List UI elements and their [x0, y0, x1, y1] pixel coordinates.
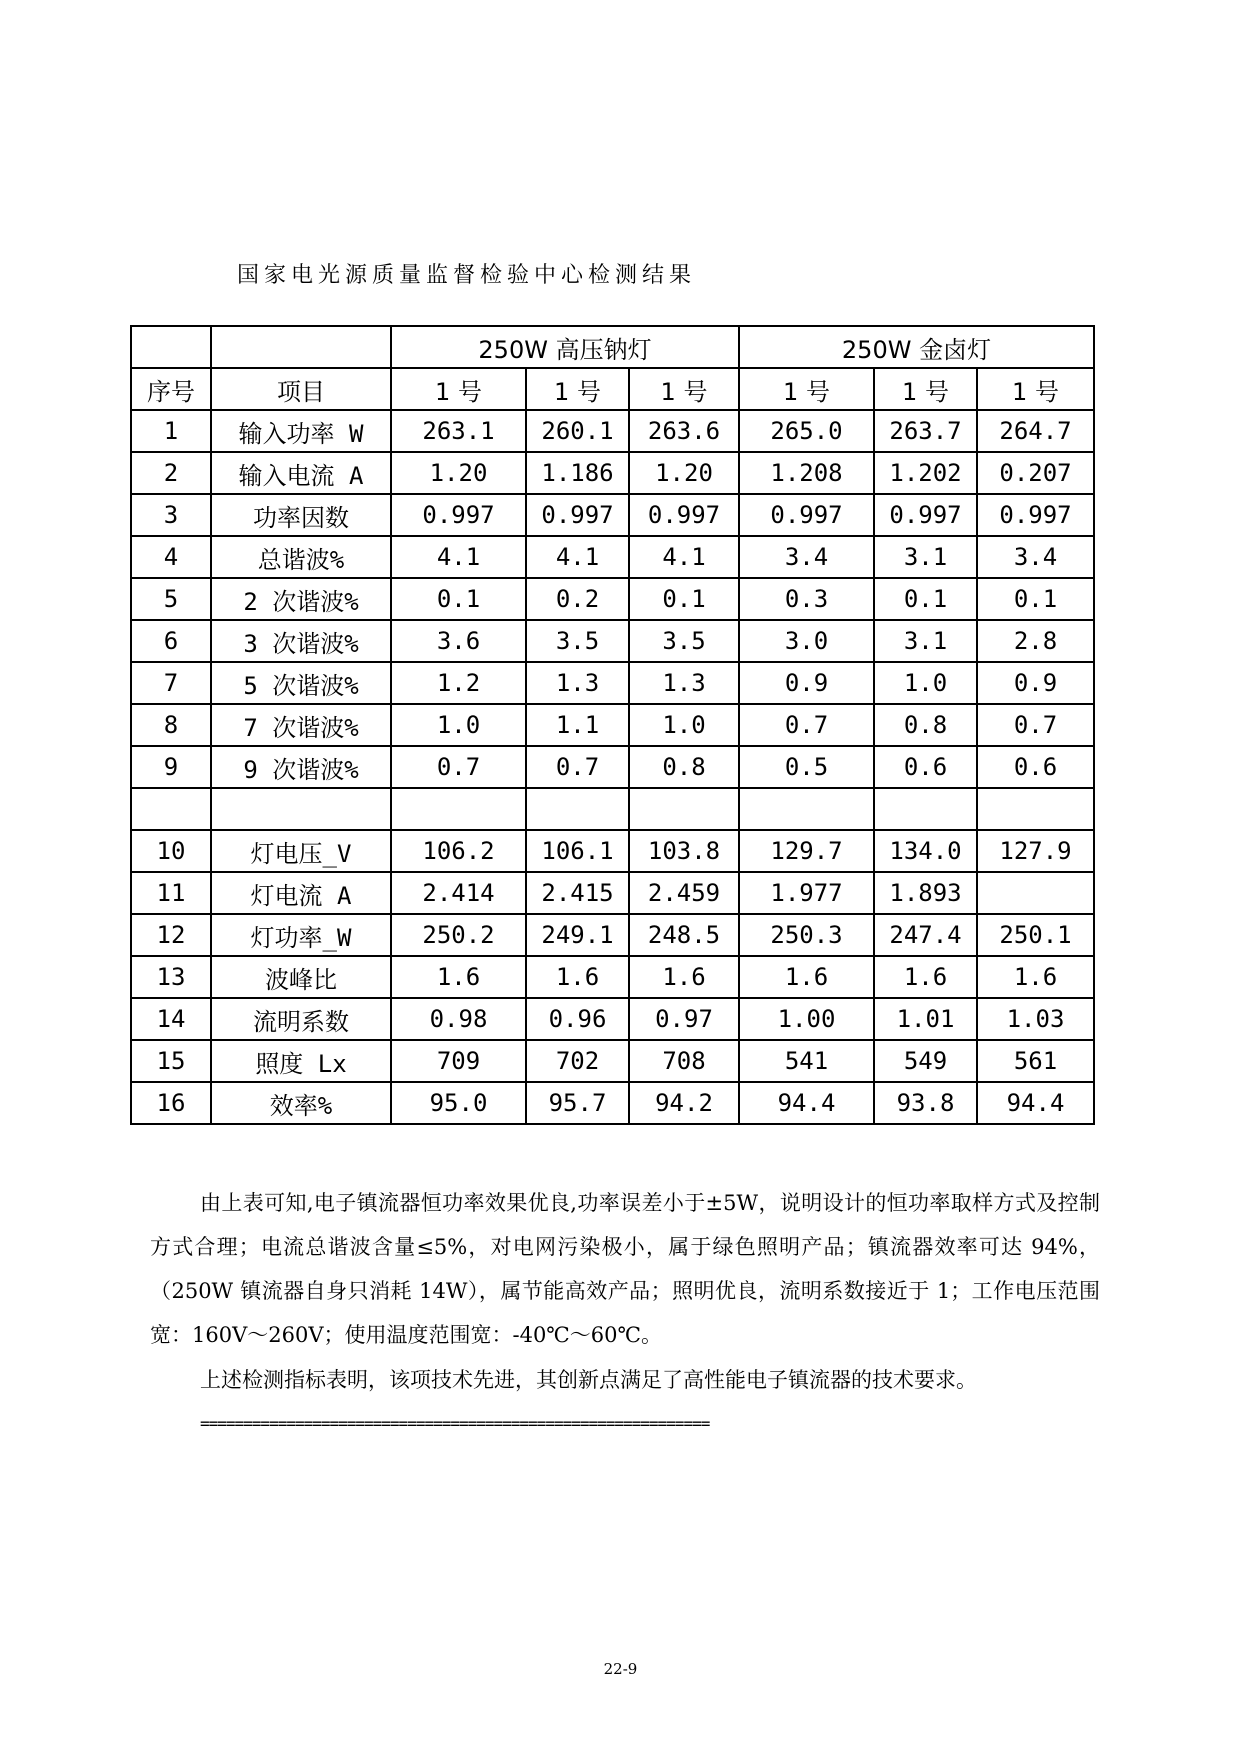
table-row	[131, 620, 1094, 662]
table-row	[131, 536, 1094, 578]
table-cell: 10	[131, 830, 211, 872]
table-row	[131, 998, 1094, 1040]
group-header-row	[131, 326, 1094, 368]
table-cell: 1.0	[391, 704, 526, 746]
table-cell: 0.7	[739, 704, 874, 746]
table-cell: 0.997	[629, 494, 739, 536]
column-header-row	[131, 368, 1094, 410]
table-row	[131, 872, 1094, 914]
table-cell: 4.1	[629, 536, 739, 578]
table-cell: 0.997	[739, 494, 874, 536]
table-cell: 1.202	[874, 452, 977, 494]
table-cell: 16	[131, 1082, 211, 1124]
table-cell: 134.0	[874, 830, 977, 872]
table-cell: 9	[131, 746, 211, 788]
table-cell: 0.3	[739, 578, 874, 620]
table-cell: 0.1	[391, 578, 526, 620]
table-cell: 0.6	[874, 746, 977, 788]
table-cell: 5	[131, 578, 211, 620]
table-cell: 2.8	[977, 620, 1094, 662]
table-cell: 106.1	[526, 830, 629, 872]
table-cell: 1.977	[739, 872, 874, 914]
column-header: 序号	[131, 368, 211, 410]
table-cell: 0.1	[629, 578, 739, 620]
table-cell	[977, 788, 1094, 830]
table-cell: 0.997	[874, 494, 977, 536]
table-cell: 12	[131, 914, 211, 956]
column-header: 1 号	[977, 368, 1094, 410]
table-cell: 0.7	[526, 746, 629, 788]
table-cell: 2.459	[629, 872, 739, 914]
table-cell: 2	[131, 452, 211, 494]
table-cell: 0.7	[391, 746, 526, 788]
column-header: 1 号	[874, 368, 977, 410]
table-cell	[977, 872, 1094, 914]
table-cell: 1.6	[391, 956, 526, 998]
table-row	[131, 410, 1094, 452]
table-cell: 0.1	[977, 578, 1094, 620]
table-cell: 1.1	[526, 704, 629, 746]
table-cell: 4.1	[391, 536, 526, 578]
table-cell: 6	[131, 620, 211, 662]
table-cell: 1.01	[874, 998, 977, 1040]
column-header: 1 号	[629, 368, 739, 410]
table-cell: 0.207	[977, 452, 1094, 494]
table-row	[131, 914, 1094, 956]
table-cell: 0.97	[629, 998, 739, 1040]
table-cell: 1.0	[874, 662, 977, 704]
page-number: 22-9	[603, 1660, 638, 1678]
table-cell: 3.6	[391, 620, 526, 662]
table-row	[131, 746, 1094, 788]
table-row	[131, 1040, 1094, 1082]
table-cell: 0.2	[526, 578, 629, 620]
table-cell: 264.7	[977, 410, 1094, 452]
table-cell: 106.2	[391, 830, 526, 872]
table-cell: 549	[874, 1040, 977, 1082]
table-row	[131, 578, 1094, 620]
table-cell: 输入功率 W	[211, 410, 391, 452]
table-cell	[874, 788, 977, 830]
table-cell: 总谐波%	[211, 536, 391, 578]
table-cell: 708	[629, 1040, 739, 1082]
table-cell: 1.6	[874, 956, 977, 998]
table-cell: 541	[739, 1040, 874, 1082]
table-cell	[629, 788, 739, 830]
table-cell: 1.3	[526, 662, 629, 704]
table-cell: 263.1	[391, 410, 526, 452]
table-cell: 3.5	[526, 620, 629, 662]
table-cell: 1.2	[391, 662, 526, 704]
table-cell: 0.7	[977, 704, 1094, 746]
table-cell	[211, 788, 391, 830]
table-cell: 1.0	[629, 704, 739, 746]
table-cell: 250.1	[977, 914, 1094, 956]
table-cell: 0.997	[526, 494, 629, 536]
table-cell	[739, 788, 874, 830]
table-cell: 13	[131, 956, 211, 998]
table-cell: 输入电流 A	[211, 452, 391, 494]
table-cell: 263.6	[629, 410, 739, 452]
table-cell: 15	[131, 1040, 211, 1082]
table-cell: 14	[131, 998, 211, 1040]
table-cell: 93.8	[874, 1082, 977, 1124]
table-cell: 0.997	[977, 494, 1094, 536]
table-cell	[526, 788, 629, 830]
table-cell: 0.5	[739, 746, 874, 788]
table-cell: 1.3	[629, 662, 739, 704]
table-cell: 247.4	[874, 914, 977, 956]
table-cell: 8	[131, 704, 211, 746]
group-header-hps: 250W 高压钠灯	[391, 326, 739, 368]
table-cell: 702	[526, 1040, 629, 1082]
table-cell: 250.2	[391, 914, 526, 956]
table-cell: 250.3	[739, 914, 874, 956]
table-cell: 照度 Lx	[211, 1040, 391, 1082]
table-cell: 波峰比	[211, 956, 391, 998]
table-row	[131, 830, 1094, 872]
table-cell: 0.9	[739, 662, 874, 704]
table-cell: 248.5	[629, 914, 739, 956]
table-row	[131, 452, 1094, 494]
table-cell: 4	[131, 536, 211, 578]
table-cell: 1.893	[874, 872, 977, 914]
table-cell: 效率%	[211, 1082, 391, 1124]
table-cell: 0.96	[526, 998, 629, 1040]
group-header-mh: 250W 金卤灯	[739, 326, 1094, 368]
table-cell: 1	[131, 410, 211, 452]
table-cell: 127.9	[977, 830, 1094, 872]
table-cell: 2.415	[526, 872, 629, 914]
table-cell: 0.98	[391, 998, 526, 1040]
table-cell: 561	[977, 1040, 1094, 1082]
table-row	[131, 1082, 1094, 1124]
table-cell: 2 次谐波%	[211, 578, 391, 620]
table-cell: 2.414	[391, 872, 526, 914]
table-cell: 709	[391, 1040, 526, 1082]
table-cell: 1.00	[739, 998, 874, 1040]
table-cell: 3.4	[977, 536, 1094, 578]
table-cell: 0.997	[391, 494, 526, 536]
table-cell: 95.0	[391, 1082, 526, 1124]
table-cell: 1.03	[977, 998, 1094, 1040]
table-cell: 1.208	[739, 452, 874, 494]
column-header: 1 号	[526, 368, 629, 410]
column-header: 项目	[211, 368, 391, 410]
table-cell: 0.9	[977, 662, 1094, 704]
table-cell: 94.4	[977, 1082, 1094, 1124]
table-cell: 4.1	[526, 536, 629, 578]
table-cell: 灯电压_V	[211, 830, 391, 872]
table-cell: 灯电流 A	[211, 872, 391, 914]
table-row	[131, 956, 1094, 998]
table-cell: 9 次谐波%	[211, 746, 391, 788]
table-cell: 1.6	[629, 956, 739, 998]
table-cell: 260.1	[526, 410, 629, 452]
table-cell: 11	[131, 872, 211, 914]
table-cell: 249.1	[526, 914, 629, 956]
table-cell	[211, 326, 391, 368]
table-cell: 5 次谐波%	[211, 662, 391, 704]
table-cell: 7	[131, 662, 211, 704]
table-cell: 流明系数	[211, 998, 391, 1040]
table-cell: 1.186	[526, 452, 629, 494]
table-cell: 3 次谐波%	[211, 620, 391, 662]
table-cell: 3.4	[739, 536, 874, 578]
table-cell: 1.6	[739, 956, 874, 998]
table-cell: 3.5	[629, 620, 739, 662]
table-cell: 1.6	[977, 956, 1094, 998]
table-row	[131, 788, 1094, 830]
table-cell: 94.2	[629, 1082, 739, 1124]
table-cell: 0.1	[874, 578, 977, 620]
table-row	[131, 662, 1094, 704]
table-cell: 103.8	[629, 830, 739, 872]
table-cell: 0.8	[874, 704, 977, 746]
table-cell: 0.8	[629, 746, 739, 788]
table-cell: 灯功率_W	[211, 914, 391, 956]
table-cell: 129.7	[739, 830, 874, 872]
column-header: 1 号	[391, 368, 526, 410]
table-cell: 1.20	[391, 452, 526, 494]
summary-paragraph: 上述检测指标表明，该项技术先进，其创新点满足了高性能电子镇流器的技术要求。	[200, 1368, 977, 1392]
table-row	[131, 704, 1094, 746]
table-cell: 功率因数	[211, 494, 391, 536]
table-row	[131, 494, 1094, 536]
table-cell: 263.7	[874, 410, 977, 452]
table-cell: 1.6	[526, 956, 629, 998]
table-cell: 0.6	[977, 746, 1094, 788]
page-title: 国家电光源质量监督检验中心检测结果	[237, 263, 697, 288]
table-cell: 7 次谐波%	[211, 704, 391, 746]
column-header: 1 号	[739, 368, 874, 410]
results-table	[130, 325, 1095, 1125]
table-cell: 3.1	[874, 536, 977, 578]
table-cell: 265.0	[739, 410, 874, 452]
table-cell	[391, 788, 526, 830]
separator-rule: ===========================================================	[200, 1414, 710, 1433]
table-cell: 3.1	[874, 620, 977, 662]
conclusion-paragraph: 由上表可知,电子镇流器恒功率效果优良,功率误差小于±5W，说明设计的恒功率取样方式及控制方式合理；电流总谐波含量≤5%，对电网污染极小，属于绿色照明产品；镇流器效率可达 94%，（250W 镇流器自身只消耗 14W），属节能高效产品；照明优良，流明系数接近于 1；工作电压范围宽：160V～260V；使用温度范围宽：-40℃～60℃。	[150, 1191, 1100, 1347]
table-cell: 3.0	[739, 620, 874, 662]
table-cell	[131, 788, 211, 830]
table-cell: 3	[131, 494, 211, 536]
table-cell: 1.20	[629, 452, 739, 494]
table-cell: 94.4	[739, 1082, 874, 1124]
table-cell	[131, 326, 211, 368]
table-cell: 95.7	[526, 1082, 629, 1124]
